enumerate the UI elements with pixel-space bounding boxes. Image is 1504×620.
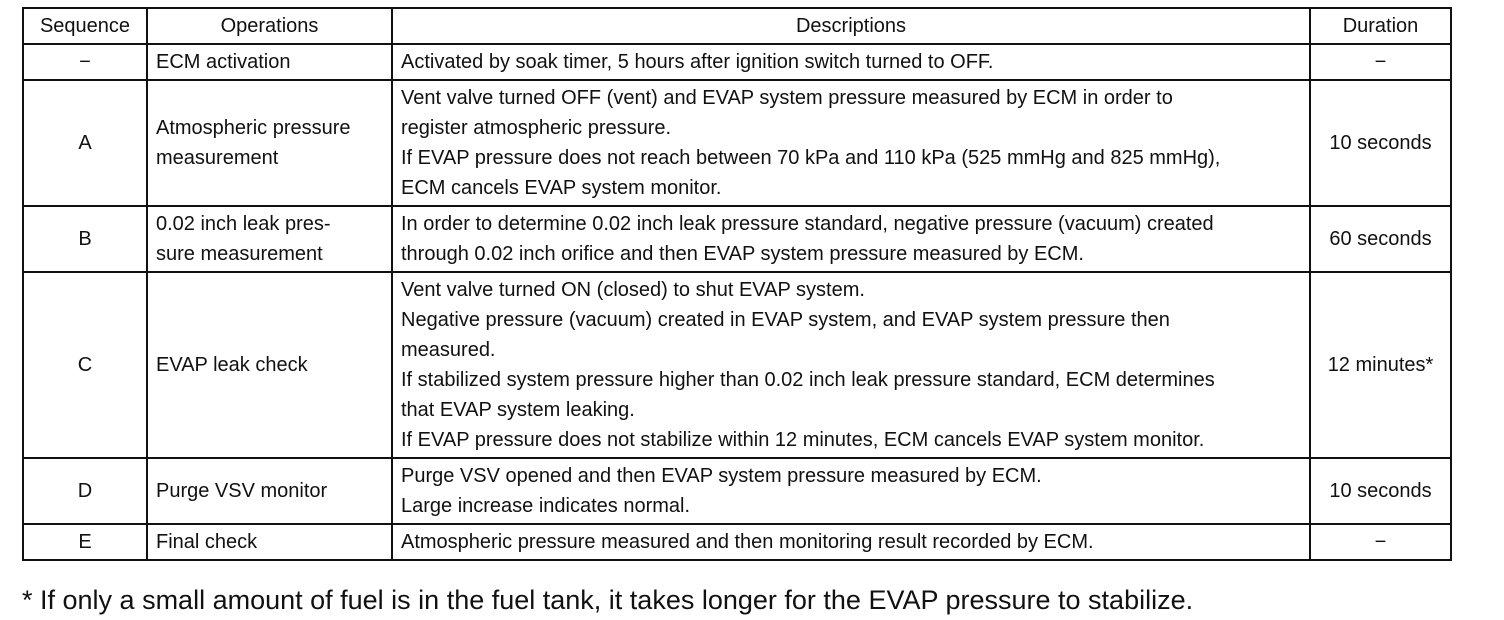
description-line: through 0.02 inch orifice and then EVAP system pressure measured by ECM.	[401, 243, 1084, 265]
operation-line: Atmospheric pressure	[156, 117, 351, 139]
description-line: Atmospheric pressure measured and then monitoring result recorded by ECM.	[401, 531, 1094, 553]
table-row	[23, 524, 1451, 560]
description-line: Vent valve turned ON (closed) to shut EVAP system.	[401, 279, 865, 301]
operation-line: measurement	[156, 147, 279, 169]
description-line: Vent valve turned OFF (vent) and EVAP system pressure measured by ECM in order to	[401, 87, 1173, 109]
operation-cell	[147, 44, 392, 80]
description-cell	[392, 458, 1310, 524]
document	[22, 7, 1450, 561]
description-cell	[392, 524, 1310, 560]
duration-cell: 10 seconds	[1310, 458, 1451, 524]
footnote: * If only a small amount of fuel is in the fuel tank, it takes longer for the EVAP pressure to stabilize.	[22, 585, 1194, 615]
table-body	[23, 44, 1451, 560]
duration-cell: −	[1310, 524, 1451, 560]
operation-cell	[147, 80, 392, 206]
description-line: ECM cancels EVAP system monitor.	[401, 177, 722, 199]
description-line: Large increase indicates normal.	[401, 495, 691, 517]
description-line: If EVAP pressure does not stabilize within 12 minutes, ECM cancels EVAP system monitor.	[401, 429, 1205, 451]
description-cell	[392, 80, 1310, 206]
evap-sequence-table	[22, 7, 1452, 561]
header-sequence: Sequence	[23, 8, 147, 44]
table-row	[23, 44, 1451, 80]
operation-line: Purge VSV monitor	[156, 480, 328, 502]
table-row	[23, 80, 1451, 206]
operation-cell	[147, 206, 392, 272]
description-line: Negative pressure (vacuum) created in EVAP system, and EVAP system pressure then	[401, 309, 1170, 331]
operation-line: EVAP leak check	[156, 354, 308, 376]
sequence-cell: E	[23, 524, 147, 560]
table-row	[23, 458, 1451, 524]
sequence-cell: B	[23, 206, 147, 272]
operation-line: ECM activation	[156, 51, 291, 73]
duration-cell: 60 seconds	[1310, 206, 1451, 272]
header-operations: Operations	[147, 8, 392, 44]
header-duration: Duration	[1310, 8, 1451, 44]
description-line: Activated by soak timer, 5 hours after ignition switch turned to OFF.	[401, 51, 994, 73]
description-line: measured.	[401, 339, 496, 361]
header-descriptions: Descriptions	[392, 8, 1310, 44]
description-line: register atmospheric pressure.	[401, 117, 672, 139]
sequence-cell: A	[23, 80, 147, 206]
description-line: that EVAP system leaking.	[401, 399, 635, 421]
description-cell	[392, 44, 1310, 80]
operation-cell	[147, 272, 392, 458]
description-line: If stabilized system pressure higher than 0.02 inch leak pressure standard, ECM determines	[401, 369, 1215, 391]
operation-line: 0.02 inch leak pres-	[156, 213, 331, 235]
description-cell	[392, 272, 1310, 458]
sequence-cell: D	[23, 458, 147, 524]
operation-line: sure measurement	[156, 243, 323, 265]
table-header-row	[23, 8, 1451, 44]
description-line: In order to determine 0.02 inch leak pressure standard, negative pressure (vacuum) created	[401, 213, 1214, 235]
sequence-cell: C	[23, 272, 147, 458]
operation-line: Final check	[156, 531, 258, 553]
duration-cell: −	[1310, 44, 1451, 80]
operation-cell	[147, 524, 392, 560]
description-cell	[392, 206, 1310, 272]
operation-cell	[147, 458, 392, 524]
table-row	[23, 206, 1451, 272]
duration-cell: 12 minutes*	[1310, 272, 1451, 458]
sequence-cell: −	[23, 44, 147, 80]
duration-cell: 10 seconds	[1310, 80, 1451, 206]
table-row	[23, 272, 1451, 458]
description-line: Purge VSV opened and then EVAP system pressure measured by ECM.	[401, 465, 1042, 487]
description-line: If EVAP pressure does not reach between 70 kPa and 110 kPa (525 mmHg and 825 mmHg),	[401, 147, 1221, 169]
